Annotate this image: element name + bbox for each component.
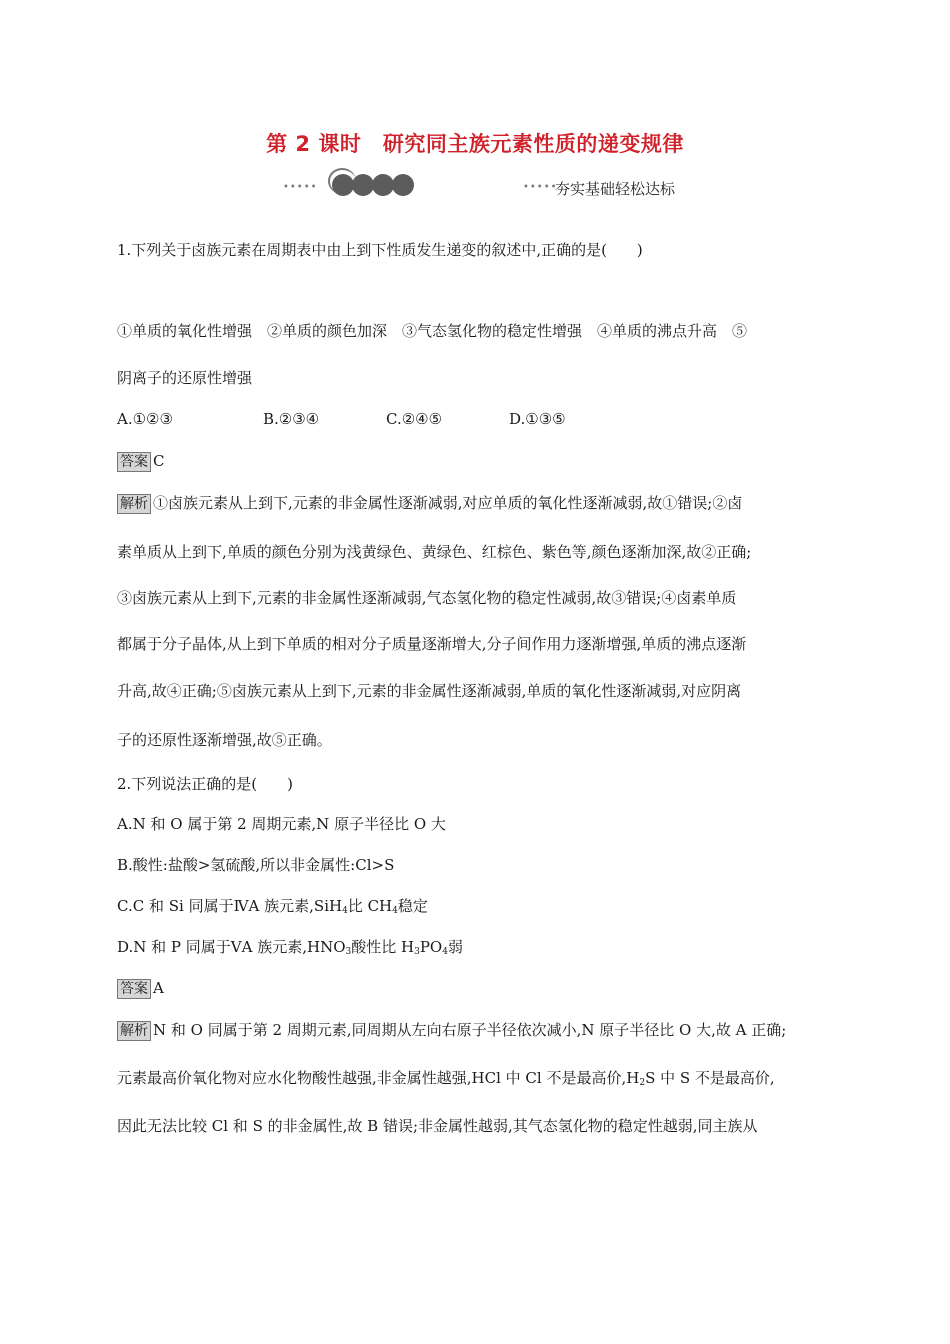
q2-option-a: A.N 和 O 属于第 2 周期元素,N 原子半径比 O 大: [117, 815, 446, 833]
q2-analysis-line: [117, 1019, 786, 1041]
answer-tag: 答案: [117, 452, 151, 472]
q1-stem: 1.下列关于卤族元素在周期表中由上到下性质发生递变的叙述中,正确的是( ): [117, 241, 643, 259]
q2-option-d: D.N 和 P 同属于ⅤA 族元素$,HNO_3$酸性比 $H_3PO_4$弱: [117, 938, 463, 957]
banner-circles-icon: [330, 168, 420, 198]
q2-option-b: B.酸性:盐酸>氢硫酸,所以非金属性:Cl>S: [117, 856, 395, 874]
q1-analysis-line: [117, 492, 742, 514]
q1-analysis-line: 子的还原性逐渐增强,故⑤正确。: [117, 731, 332, 749]
analysis-tag: 解析: [117, 494, 151, 514]
q2-answer-value: A: [153, 979, 164, 997]
q2-stem: 2.下列说法正确的是( ): [117, 775, 294, 793]
banner-label: 夯实基础轻松达标: [555, 180, 676, 198]
q2-option-c: C.C 和 Si 同属于ⅣA 族元素,SiH$_4$比 $CH_4$稳定: [117, 897, 428, 916]
q1-options: [117, 408, 566, 430]
q1-option-b: B.②③④: [263, 410, 320, 428]
q1-analysis-line: 都属于分子晶体,从上到下单质的相对分子质量逐渐增大,分子间作用力逐渐增强,单质的沸点逐渐: [117, 635, 747, 653]
q1-items-line2: 阴离子的还原性增强: [117, 369, 253, 387]
q1-option-d: D.①③⑤: [509, 410, 566, 428]
q1-option-a: A.①②③: [117, 410, 173, 428]
q2-analysis-text: N 和 O 同属于第 2 周期元素,同周期从左向右原子半径依次减小,N 原子半径比 O 大,故 A 正确;: [153, 1021, 787, 1039]
q2-answer: [117, 977, 164, 999]
q1-option-c: C.②④⑤: [386, 410, 443, 428]
banner-dots-left: •••••: [283, 182, 318, 193]
banner-dots-right: •••••: [523, 182, 558, 193]
q1-answer: [117, 450, 164, 472]
q1-analysis-line: ③卤族元素从上到下,元素的非金属性逐渐减弱,气态氢化物的稳定性减弱,故③错误;④卤素单质: [117, 589, 737, 607]
lesson-title: 第 2 课时 研究同主族元素性质的递变规律: [266, 132, 684, 156]
analysis-tag: 解析: [117, 1021, 151, 1041]
q1-analysis-line: 素单质从上到下,单质的颜色分别为浅黄绿色、黄绿色、红棕色、紫色等,颜色逐渐加深,故②正确;: [117, 543, 752, 561]
q2-analysis-line: 元素最高价氧化物对应水化物酸性越强,非金属性越强,HCl 中 Cl 不是最高价$,H_2S$ 中 S 不是最高价,: [117, 1069, 775, 1088]
q1-analysis-line: 升高,故④正确;⑤卤族元素从上到下,元素的非金属性逐渐减弱,单质的氧化性逐渐减弱,对应阴离: [117, 682, 742, 700]
answer-tag: 答案: [117, 979, 151, 999]
q1-analysis-text: ①卤族元素从上到下,元素的非金属性逐渐减弱,对应单质的氧化性逐渐减弱,故①错误;②卤: [153, 494, 743, 512]
q2-analysis-line: 因此无法比较 Cl 和 S 的非金属性,故 B 错误;非金属性越弱,其气态氢化物的稳定性越弱,同主族从: [117, 1117, 758, 1135]
q1-items-line1: ①单质的氧化性增强 ②单质的颜色加深 ③气态氢化物的稳定性增强 ④单质的沸点升高 ⑤: [117, 322, 748, 340]
q1-answer-value: C: [153, 452, 165, 470]
